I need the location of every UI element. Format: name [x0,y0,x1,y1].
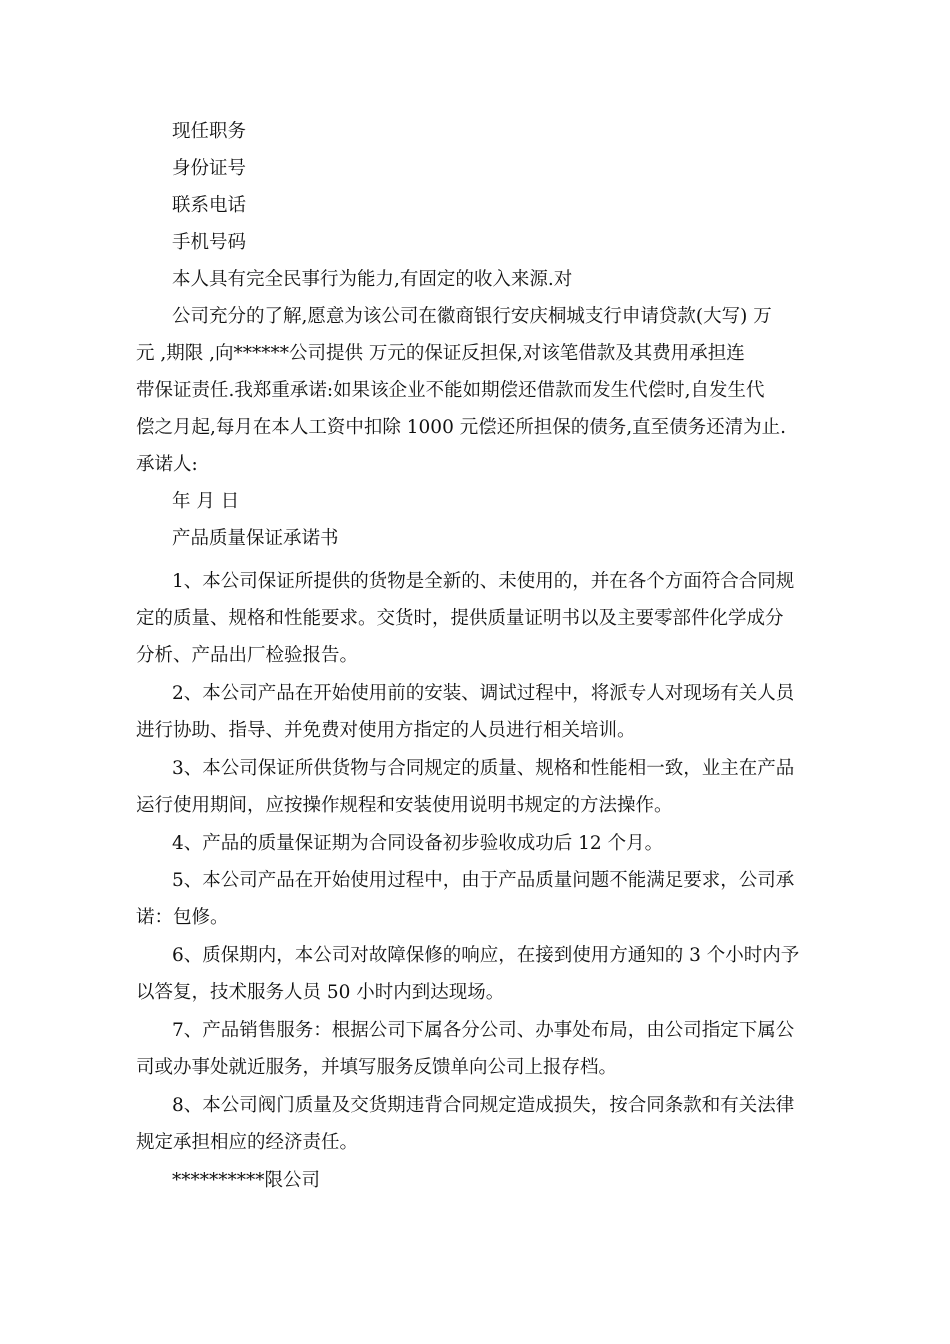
commitment-item-line: 8、本公司阀门质量及交货期违背合同规定造成损失，按合同条款和有关法律 [172,1095,795,1116]
commitment-item-line: 进行协助、指导、并免费对使用方指定的人员进行相关培训。 [136,720,636,741]
commitment-item-line: 6、质保期内，本公司对故障保修的响应，在接到使用方通知的 3 个小时内予 [172,945,800,966]
quality-commitment-title: 产品质量保证承诺书 [172,528,339,549]
commitment-item-line: 司或办事处就近服务，并填写服务反馈单向公司上报存档。 [136,1057,618,1078]
field-id-number: 身份证号 [172,158,247,179]
commitment-item-line: 1、本公司保证所提供的货物是全新的、未使用的，并在各个方面符合合同规 [172,571,795,592]
commitment-item-line: 运行使用期间，应按操作规程和安装使用说明书规定的方法操作。 [136,795,673,816]
company-signature: **********限公司 [172,1170,321,1191]
commitment-item-line: 4、产品的质量保证期为合同设备初步验收成功后 12 个月。 [172,833,664,854]
commitment-item-line: 以答复，技术服务人员 50 小时内到达现场。 [136,982,505,1003]
commitment-item-line: 规定承担相应的经济责任。 [136,1132,359,1153]
commitment-item-line: 分析、产品出厂检验报告。 [136,645,359,666]
promisor-label: 承诺人: [136,454,198,475]
commitment-item-line: 定的质量、规格和性能要求。交货时，提供质量证明书以及主要零部件化学成分 [136,608,784,629]
statement-line: 公司充分的了解,愿意为该公司在徽商银行安庆桐城支行申请贷款(大写) 万 [172,306,772,327]
field-mobile: 手机号码 [172,232,247,253]
commitment-item-line: 7、产品销售服务：根据公司下属各分公司、办事处布局，由公司指定下属公 [172,1020,795,1041]
commitment-item-line: 3、本公司保证所供货物与合同规定的质量、规格和性能相一致，业主在产品 [172,758,795,779]
statement-line: 本人具有完全民事行为能力,有固定的收入来源.对 [172,269,573,290]
statement-line: 偿之月起,每月在本人工资中扣除 1000 元偿还所担保的债务,直至债务还清为止. [136,417,786,438]
field-current-position: 现任职务 [172,121,247,142]
statement-line: 元 ,期限 ,向******公司提供 万元的保证反担保,对该笔借款及其费用承担连 [136,343,745,364]
statement-line: 带保证责任.我郑重承诺:如果该企业不能如期偿还借款而发生代偿时,自发生代 [136,380,765,401]
field-phone: 联系电话 [172,195,247,216]
commitment-item-line: 2、本公司产品在开始使用前的安装、调试过程中，将派专人对现场有关人员 [172,683,795,704]
commitment-item-line: 5、本公司产品在开始使用过程中，由于产品质量问题不能满足要求，公司承 [172,870,795,891]
commitment-item-line: 诺：包修。 [136,907,229,928]
date-line: 年 月 日 [172,491,240,512]
